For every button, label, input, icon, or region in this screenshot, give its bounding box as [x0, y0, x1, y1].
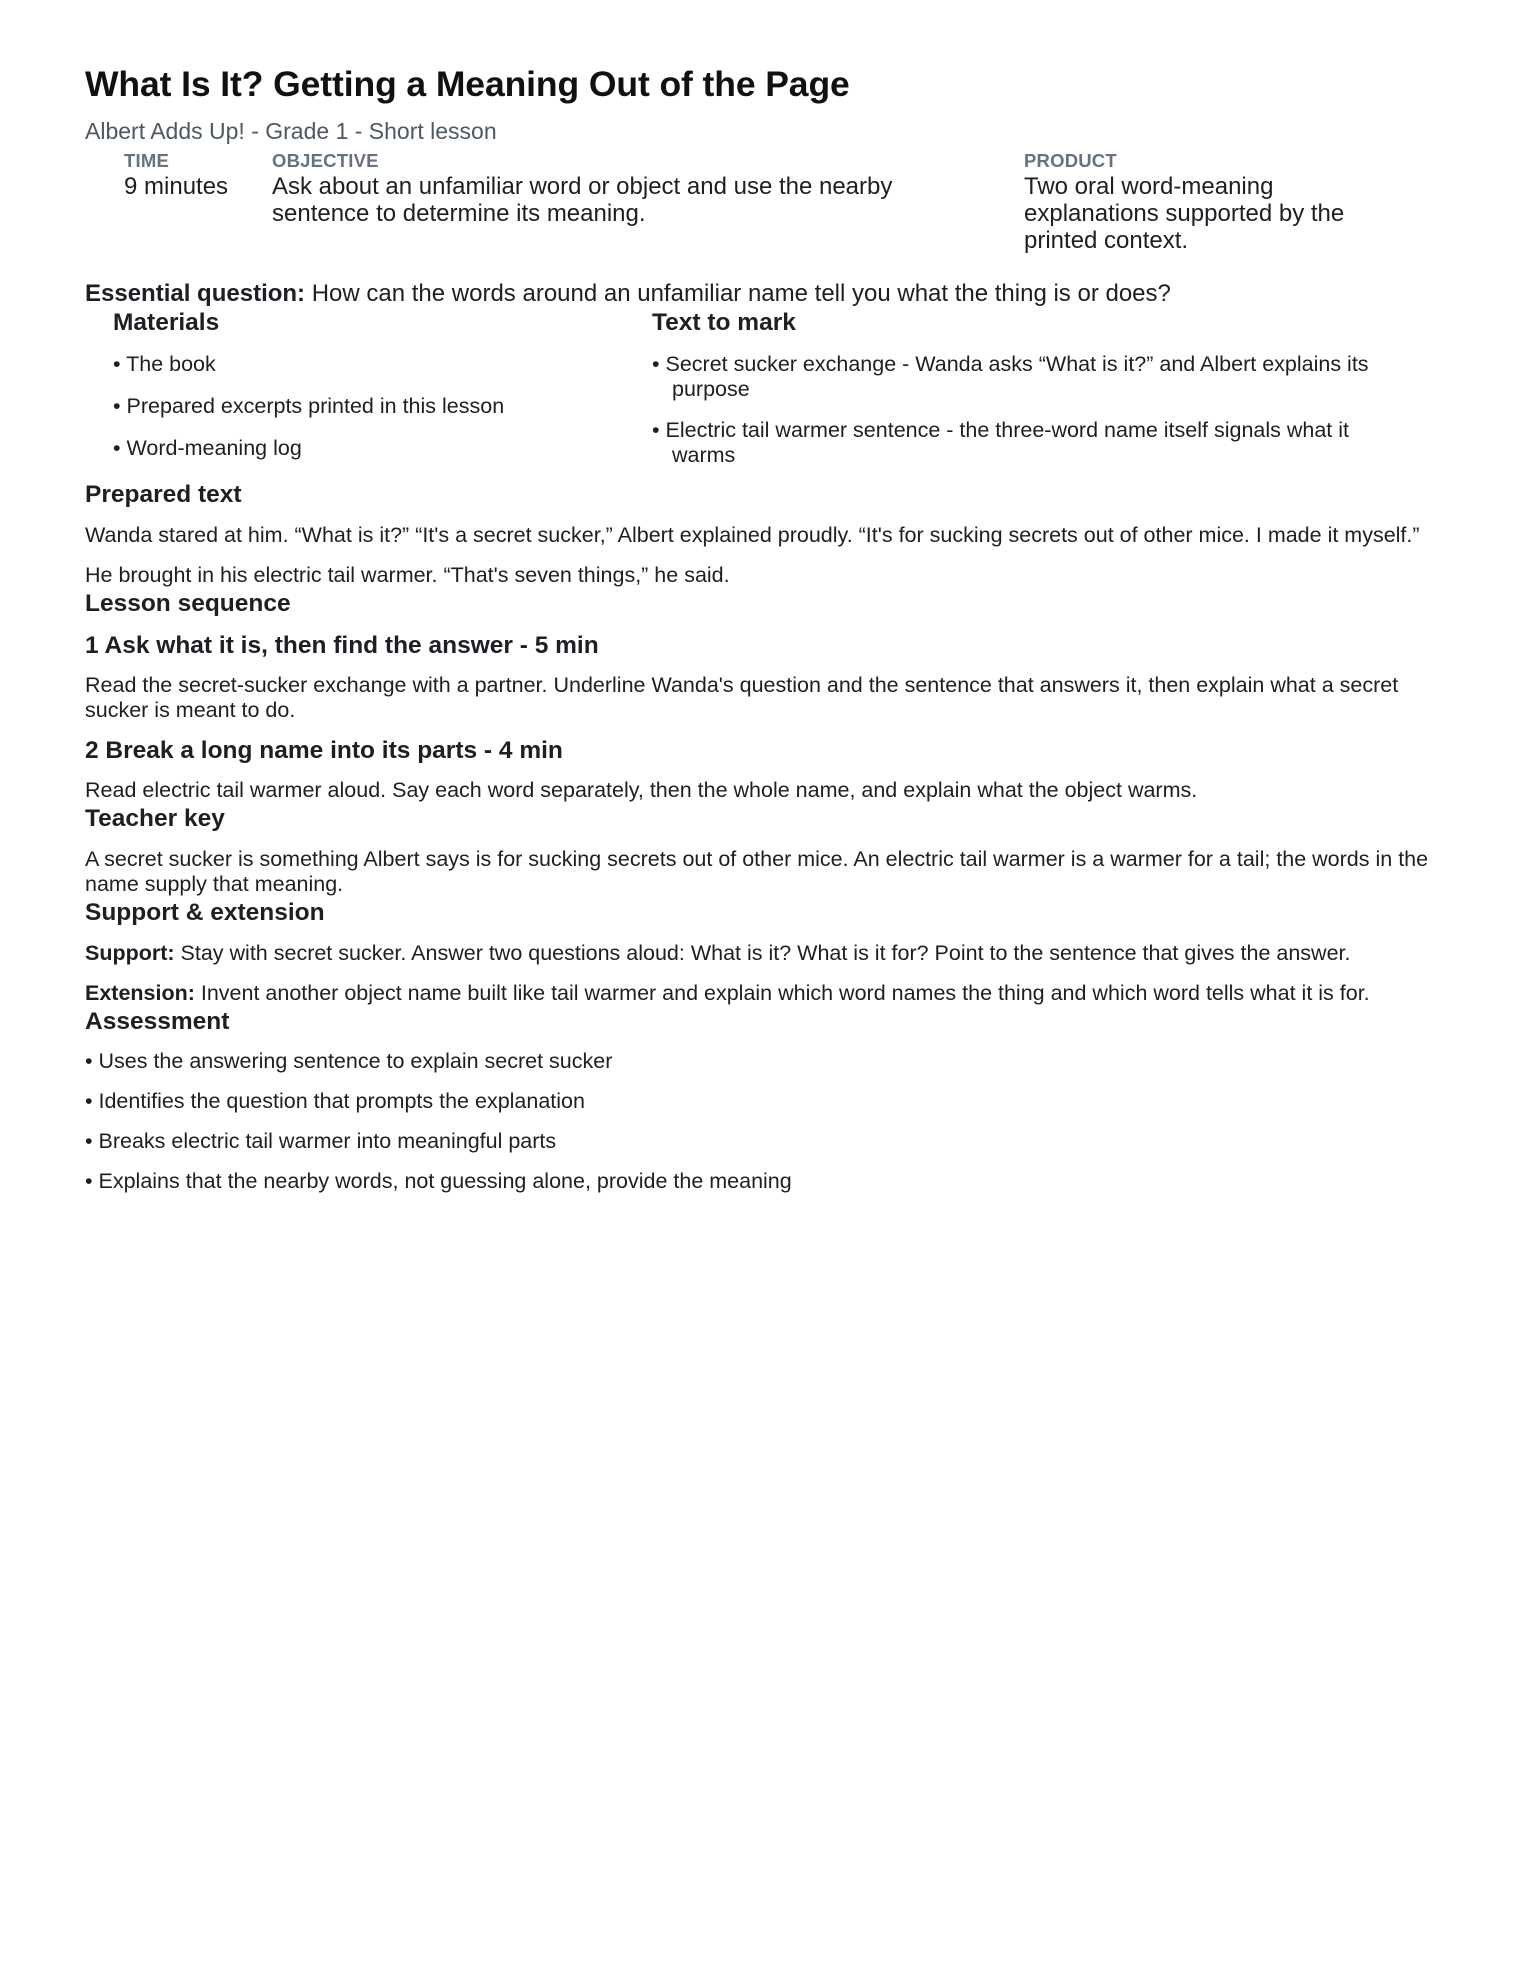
materials-item: • Word-meaning log [113, 436, 302, 460]
meta-objective [272, 150, 952, 227]
time-label: TIME [124, 150, 169, 171]
lesson-meta [85, 150, 1455, 290]
extension-body: Invent another object name built like tail warmer and explain which word names the thing and which word tells what it is for. [194, 981, 1370, 1005]
product-value: Two oral word-meaning explanations supported by the printed context. [1024, 173, 1345, 254]
lesson-sequence-heading: Lesson sequence [85, 590, 291, 617]
extension-text [85, 981, 1455, 1006]
essential-question-text: How can the words around an unfamiliar name tell you what the thing is or does? [305, 280, 1171, 307]
assessment-heading: Assessment [85, 1008, 230, 1035]
lesson-page [85, 62, 1455, 1194]
objective-value: Ask about an unfamiliar word or object and use the nearby sentence to determine its meaning. [272, 173, 893, 227]
materials-section [113, 308, 653, 461]
support-body: Stay with secret sucker. Answer two questions aloud: What is it? What is it for? Point to the sentence that gives the answer. [174, 941, 1351, 965]
assessment-item: • Breaks electric tail warmer into meaningful parts [85, 1129, 557, 1153]
meta-time [124, 150, 244, 200]
objective-label: OBJECTIVE [272, 150, 379, 171]
prepared-text-paragraph: He brought in his electric tail warmer. “That's seven things,” he said. [85, 563, 730, 587]
teacher-key-text: A secret sucker is something Albert says is for sucking secrets out of other mice. An electric tail warmer is a warmer for a tail; the words in the name supply that meaning. [85, 847, 1429, 896]
text-to-mark-item: • Electric tail warmer sentence - the three-word name itself signals what it warms [652, 418, 1349, 467]
extension-label: Extension: [85, 981, 195, 1005]
text-to-mark-section [652, 308, 1412, 468]
step-title: 1 Ask what it is, then find the answer - 5 min [85, 632, 599, 659]
support-extension-heading: Support & extension [85, 899, 325, 926]
step-text: Read electric tail warmer aloud. Say each word separately, then the whole name, and explain what the object warms. [85, 778, 1198, 802]
assessment-item: • Uses the answering sentence to explain secret sucker [85, 1049, 613, 1073]
assessment-item: • Identifies the question that prompts the explanation [85, 1089, 585, 1113]
assessment-list [85, 1049, 1455, 1194]
materials-heading: Materials [113, 309, 220, 336]
prepared-text-paragraph: Wanda stared at him. “What is it?” “It's a secret sucker,” Albert explained proudly. “It's for sucking secrets out of other mice. I made it myself.” [85, 523, 1420, 547]
essential-question-label: Essential question: [85, 280, 306, 307]
assessment-item: • Explains that the nearby words, not guessing alone, provide the meaning [85, 1169, 792, 1193]
time-value: 9 minutes [124, 173, 229, 200]
meta-product [1024, 150, 1384, 254]
support-text [85, 941, 1455, 966]
step-title: 2 Break a long name into its parts - 4 min [85, 737, 563, 764]
product-label: PRODUCT [1024, 150, 1117, 171]
step-text: Read the secret-sucker exchange with a partner. Underline Wanda's question and the sentence that answers it, then explain what a secret sucker is meant to do. [85, 673, 1399, 722]
support-label: Support: [85, 941, 175, 965]
prepared-text-heading: Prepared text [85, 481, 242, 508]
text-to-mark-item: • Secret sucker exchange - Wanda asks “What is it?” and Albert explains its purpose [652, 352, 1369, 401]
materials-and-text-to-mark [85, 308, 1455, 480]
page-title: What Is It? Getting a Meaning Out of the Page [85, 64, 850, 104]
teacher-key-heading: Teacher key [85, 805, 225, 832]
page-subtitle: Albert Adds Up! - Grade 1 - Short lesson [85, 118, 497, 144]
materials-item: • The book [113, 352, 216, 376]
text-to-mark-heading: Text to mark [652, 309, 796, 336]
materials-item: • Prepared excerpts printed in this lesson [113, 394, 505, 418]
